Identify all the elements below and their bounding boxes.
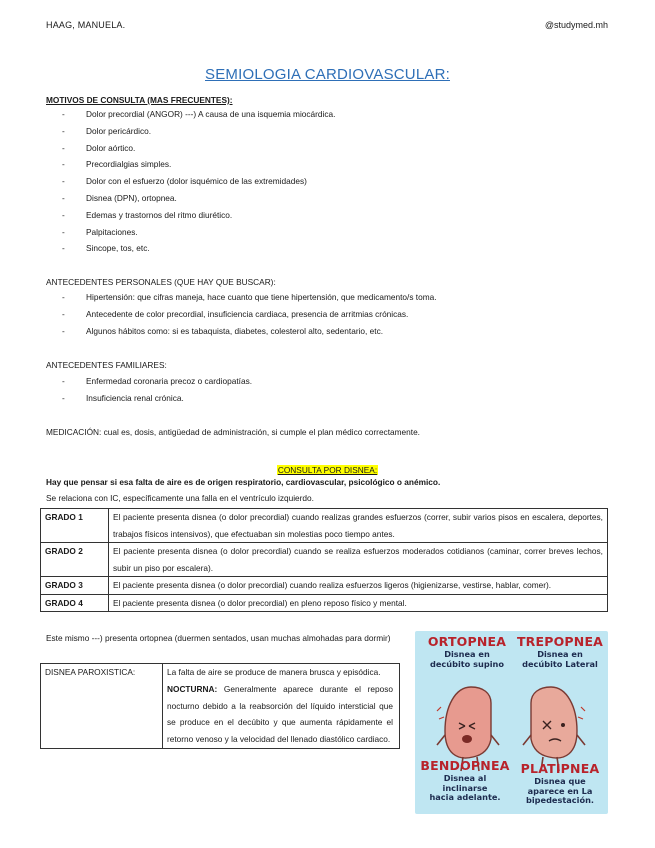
bendopnea-subtitle xyxy=(417,774,513,803)
bendopnea-line3: hacia adelante. xyxy=(429,792,501,803)
table-row xyxy=(41,577,608,595)
personales-heading: ANTECEDENTES PERSONALES (QUE HAY QUE BUSCAR): xyxy=(46,277,276,287)
ortopnea-subtitle xyxy=(419,650,515,669)
trepopnea-title: TREPOPNEA xyxy=(516,634,604,649)
author-name: HAAG, MANUELA. xyxy=(46,20,126,30)
list-item: - Algunos hábitos como: si es tabaquista, diabetes, colesterol alto, sedentario, etc. xyxy=(62,325,437,342)
list-item: - Dolor precordial (ANGOR) ---) A causa de una isquemia miocárdica. xyxy=(62,108,335,125)
bendopnea-line2: inclinarse xyxy=(442,782,488,793)
grado-label: GRADO 3 xyxy=(41,577,109,595)
list-item: - Dolor con el esfuerzo (dolor isquémico de las extremidades) xyxy=(62,175,335,192)
table-row xyxy=(41,664,400,749)
trepopnea-subtitle xyxy=(513,650,607,669)
list-item: - Enfermedad coronaria precoz o cardiopatías. xyxy=(62,375,252,392)
page-title: SEMIOLOGIA CARDIOVASCULAR: xyxy=(205,66,450,83)
familiares-heading: ANTECEDENTES FAMILIARES: xyxy=(46,360,167,370)
grado-desc: El paciente presenta disnea (o dolor precordial) cuando realizas grandes esfuerzos (correr, subir varios pisos en escalera, deportes, trabajos físicos intensivos), que efectuaban sin molestias poco tiempo antes. xyxy=(109,509,608,543)
platipnea-title: PLATIPNEA xyxy=(520,761,600,776)
grado-label: GRADO 4 xyxy=(41,594,109,612)
ortopnea-line2: decúbito supino xyxy=(430,658,504,669)
platipnea-line1: Disnea que xyxy=(534,776,586,786)
ortopnea-title: ORTOPNEA xyxy=(427,634,507,649)
paroxistica-text: La falta de aire se produce de manera brusca y episódica. xyxy=(167,667,381,677)
paroxistica-nocturna xyxy=(167,681,393,748)
medicacion-text: MEDICACIÓN: cual es, dosis, antigüedad de administración, si cumple el plan médico correctamente. xyxy=(46,427,420,437)
trepopnea-line2: decúbito Lateral xyxy=(522,658,598,669)
grado-label: GRADO 2 xyxy=(41,543,109,577)
paroxistica-table xyxy=(40,663,400,749)
personales-list xyxy=(62,291,437,341)
grado-desc: El paciente presenta disnea (o dolor precordial) cuando realiza esfuerzos ligeros (higienizarse, vestirse, hablar, comer). xyxy=(109,577,608,595)
platipnea-subtitle xyxy=(513,777,607,806)
disnea-intro: Se relaciona con IC, específicamente una falla en el ventrículo izquierdo. xyxy=(46,493,314,503)
table-row xyxy=(41,509,608,543)
bendopnea-title: BENDOPNEA xyxy=(420,758,510,773)
nocturna-text: Generalmente aparece durante el reposo nocturno debido a la reabsorción del líquido intersticial que se produce en el decúbito y que aumenta rápidamente el retorno venoso y la velocidad del llenado diastólico cardiaco. xyxy=(167,683,393,745)
list-item: - Dolor aórtico. xyxy=(62,142,335,159)
list-item: - Antecedente de color precordial, insuficiencia cardiaca, presencia de arritmias crónicas. xyxy=(62,308,437,325)
list-item: - Sincope, tos, etc. xyxy=(62,242,335,259)
nocturna-label: NOCTURNA: xyxy=(167,683,218,694)
platipnea-line3: bipedestación. xyxy=(525,795,595,806)
list-item: - Hipertensión: que cifras maneja, hace cuanto que tiene hipertensión, que medicamento/s toma. xyxy=(62,291,437,308)
disnea-heading: CONSULTA POR DISNEA: xyxy=(277,465,378,475)
paroxistica-label: DISNEA PAROXISTICA: xyxy=(41,664,163,749)
grado-desc: El paciente presenta disnea (o dolor precordial) en pleno reposo físico y mental. xyxy=(109,594,608,612)
bendopnea-line1: Disnea al xyxy=(443,773,487,783)
grado-label: GRADO 1 xyxy=(41,509,109,543)
list-item: - Disnea (DPN), ortopnea. xyxy=(62,192,335,209)
list-item: - Insuficiencia renal crónica. xyxy=(62,392,252,409)
trepopnea-line1: Disnea en xyxy=(537,649,583,659)
list-item: - Palpitaciones. xyxy=(62,226,335,243)
right-lung-icon xyxy=(531,687,577,758)
grados-table xyxy=(40,508,608,612)
motivos-list xyxy=(62,108,335,259)
left-lung-icon xyxy=(445,687,491,758)
author-handle: @studymed.mh xyxy=(544,20,608,30)
grado-desc: El paciente presenta disnea (o dolor precordial) cuando se realiza esfuerzos moderados cotidianos (caminar, correr breves lechos, subir un piso por escalera). xyxy=(109,543,608,577)
ortopnea-line1: Disnea en xyxy=(444,649,490,659)
list-item: - Dolor pericárdico. xyxy=(62,125,335,142)
list-item: - Precordialgias simples. xyxy=(62,158,335,175)
motivos-heading: MOTIVOS DE CONSULTA (MAS FRECUENTES): xyxy=(46,95,233,105)
table-row xyxy=(41,594,608,612)
platipnea-line2: aparece en La xyxy=(527,785,593,796)
table-row xyxy=(41,543,608,577)
dyspnea-types-infographic xyxy=(415,631,608,814)
ortopnea-note: Este mismo ---) presenta ortopnea (duermen sentados, usan muchas almohadas para dormir) xyxy=(46,633,391,643)
disnea-intro-bold: Hay que pensar si esa falta de aire es de origen respiratorio, cardiovascular, psicológico o anémico. xyxy=(46,477,441,487)
paroxistica-desc xyxy=(163,664,400,749)
familiares-list xyxy=(62,375,252,409)
list-item: - Edemas y trastornos del ritmo diurético. xyxy=(62,209,335,226)
